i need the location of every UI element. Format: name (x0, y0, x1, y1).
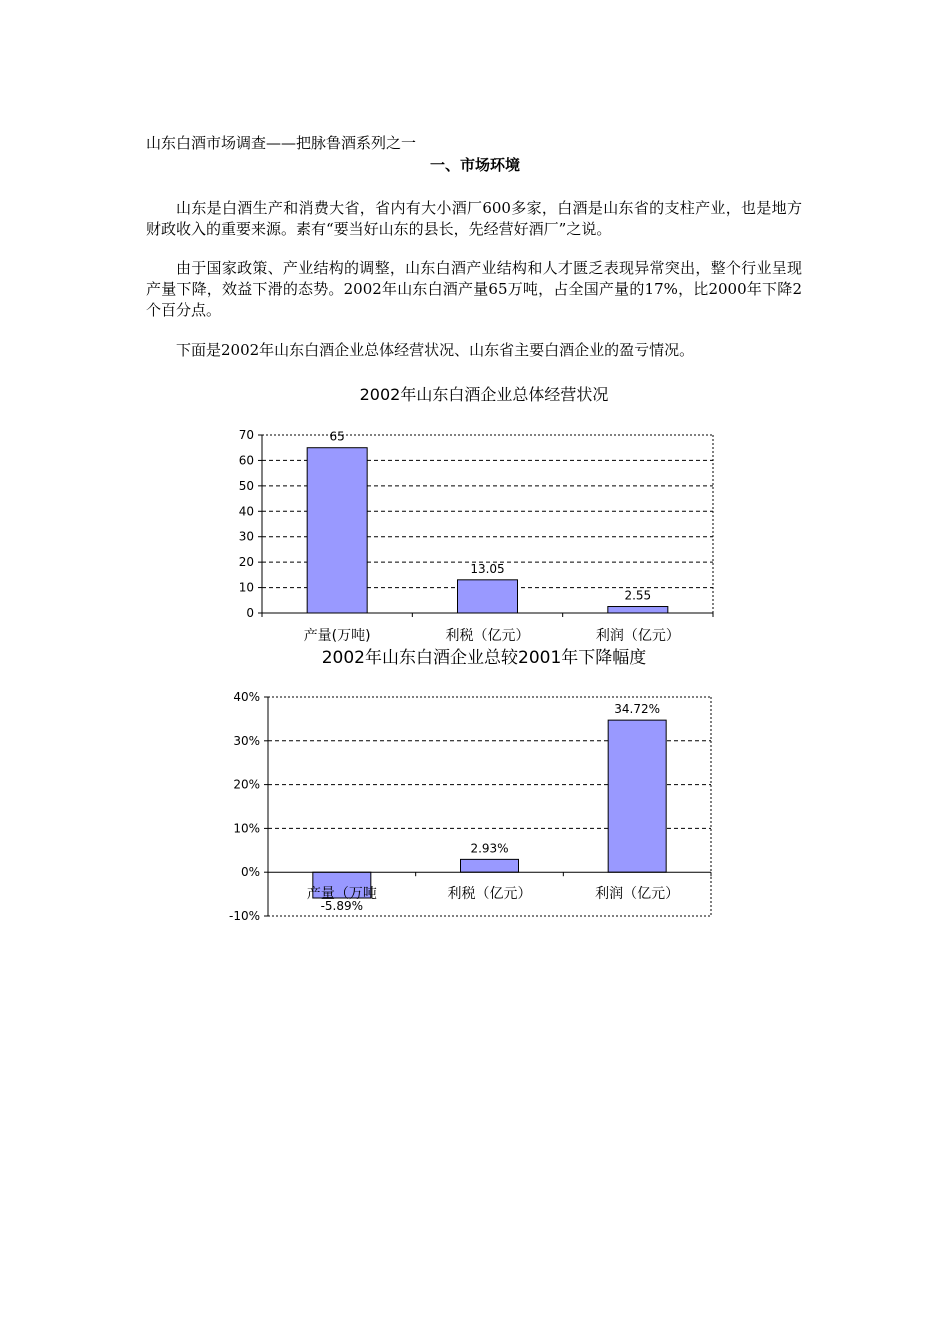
data-label: 13.05 (470, 561, 505, 576)
category-label: 利润（亿元） (595, 886, 680, 902)
y-tick-label: 10 (238, 580, 254, 595)
y-tick-label: 40% (233, 690, 260, 704)
y-tick-label: 30 (238, 529, 254, 544)
data-label: 2.93% (470, 841, 509, 856)
paragraph-2: 由于国家政策、产业结构的调整，山东白酒产业结构和人才匮乏表现异常突出，整个行业呈现产量下降，效益下滑的态势。2002年山东白酒产量65万吨，占全国产量的17%，比2000年下降2个百分点。 (146, 259, 802, 319)
paragraph-1: 山东是白酒生产和消费大省，省内有大小酒厂600多家，白酒是山东省的支柱产业，也是地方财政收入的重要来源。素有“要当好山东的县长，先经营好酒厂”之说。 (146, 199, 802, 238)
category-label: 利税（亿元） (445, 628, 530, 644)
y-tick-label: -10% (228, 909, 260, 923)
y-tick-label: 20% (233, 777, 260, 792)
y-tick-label: 40 (238, 504, 254, 519)
category-label: 利润（亿元） (595, 628, 680, 644)
data-label: -5.89% (320, 898, 364, 913)
y-tick-label: 50 (238, 478, 254, 493)
y-tick-label: 10% (233, 821, 260, 836)
bar (608, 607, 668, 613)
chart-decline-rate (0, 642, 950, 932)
data-label: 34.72% (614, 702, 661, 717)
category-label: 产量（万吨 (306, 886, 377, 902)
y-tick-label: 20 (238, 555, 254, 570)
y-tick-label: 0% (240, 865, 260, 880)
bar (461, 859, 519, 872)
y-tick-label: 0 (246, 606, 254, 620)
chart-title: 2002年山东白酒企业总体经营状况 (359, 385, 609, 404)
category-label: 利税（亿元） (447, 886, 532, 902)
bar (608, 720, 666, 872)
bar (307, 448, 367, 613)
y-tick-label: 60 (238, 453, 254, 468)
chart-title: 2002年山东白酒企业总较2001年下降幅度 (321, 648, 647, 668)
category-label: 产量(万吨) (303, 628, 371, 644)
document-title: 山东白酒市场调查——把脉鲁酒系列之一 (146, 134, 417, 152)
y-tick-label: 70 (238, 428, 254, 442)
data-label: 2.55 (624, 588, 652, 603)
paragraph-3: 下面是2002年山东白酒企业总体经营状况、山东省主要白酒企业的盈亏情况。 (176, 341, 695, 359)
data-label: 65 (329, 429, 345, 444)
section-heading: 一、市场环境 (429, 156, 520, 174)
chart-operating-status (0, 378, 950, 650)
bar (458, 580, 518, 613)
y-tick-label: 30% (233, 733, 260, 748)
